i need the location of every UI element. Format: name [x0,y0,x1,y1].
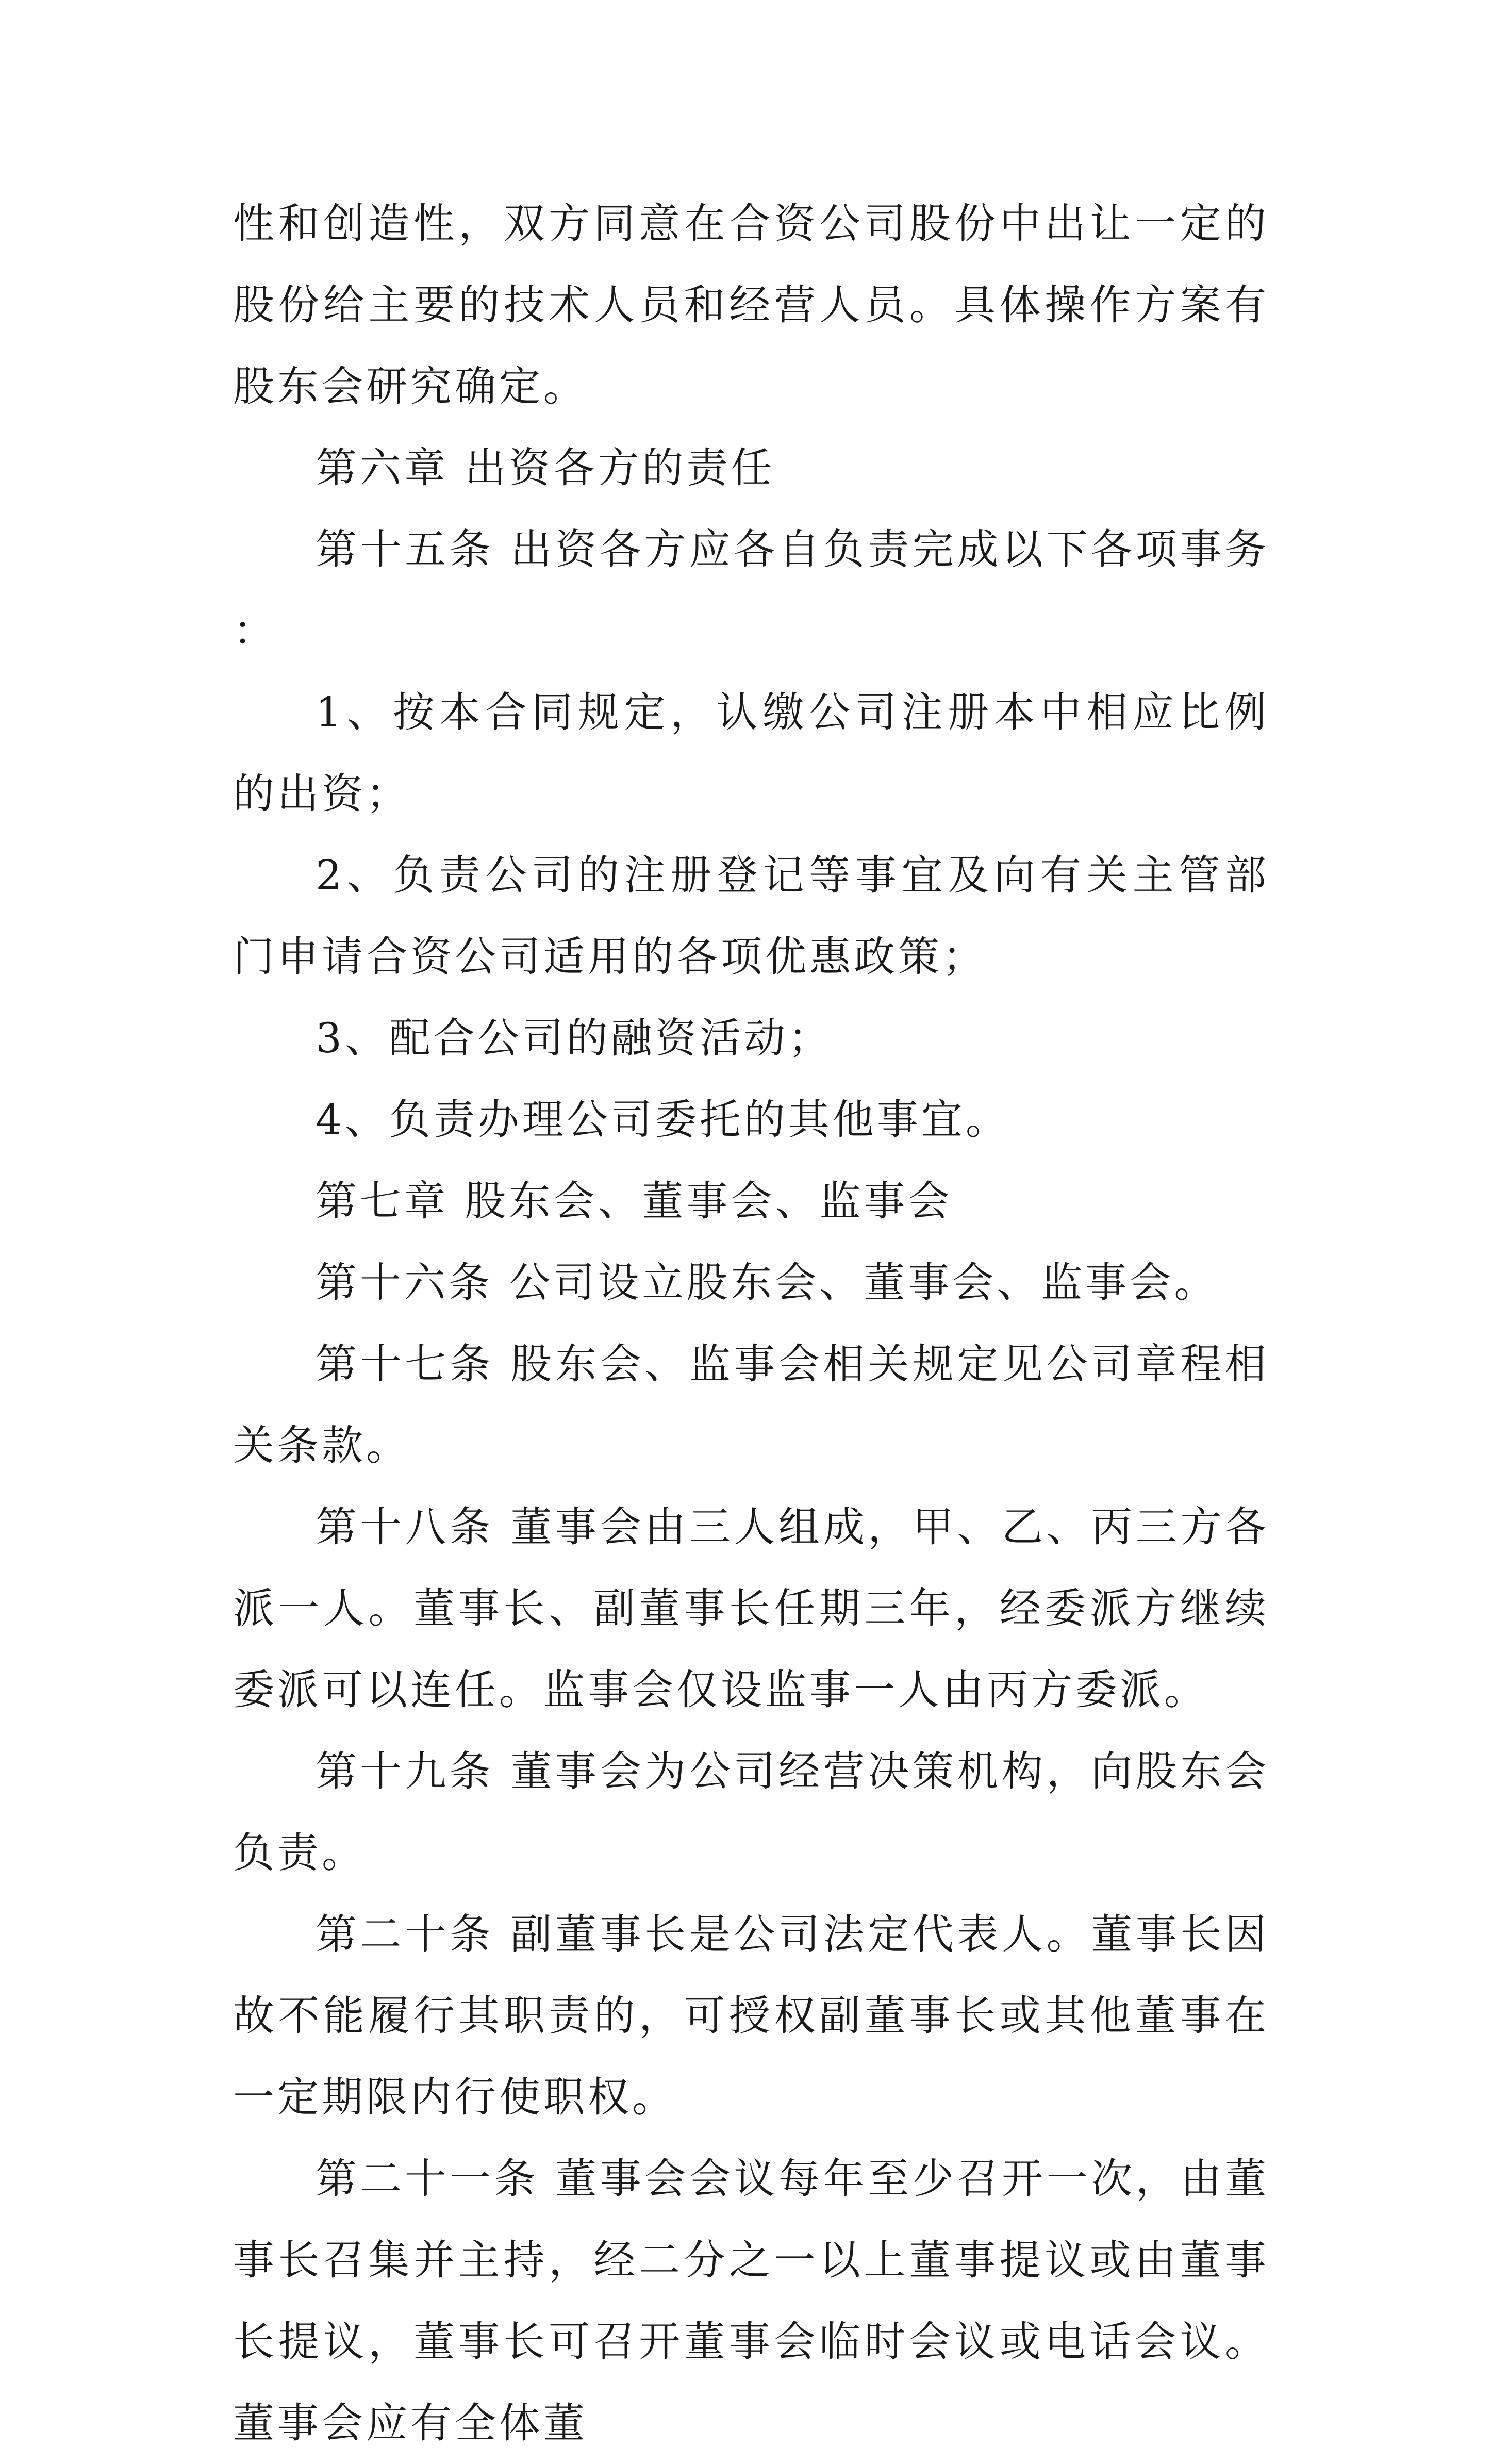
list-item-1: 1、按本合同规定，认缴公司注册本中相应比例的出资； [233,688,1269,818]
chapter-heading-7: 第七章 股东会、董事会、监事会 [316,1177,953,1225]
article-16: 第十六条 公司设立股东会、董事会、监事会。 [316,1259,1219,1307]
article-21: 第二十一条 董事会会议每年至少召开一次，由董事长召集并主持，经二分之一以上董事提议或由董事长提议，董事长可召开董事会临时会议或电话会议。董事会应有全体董 [233,2155,1269,2447]
document-body [233,183,1269,2464]
article-18: 第十八条 董事会由三人组成，甲、乙、丙三方各派一人。董事长、副董事长任期三年，经委派方继续委派可以连任。监事会仅设监事一人由丙方委派。 [233,1503,1269,1714]
article-17: 第十七条 股东会、监事会相关规定见公司章程相关条款。 [233,1340,1269,1469]
list-item-2: 2、负责公司的注册登记等事宜及向有关主管部门申请合资公司适用的各项优惠政策； [233,851,1269,981]
list-item-3: 3、配合公司的融资活动； [316,1014,833,1062]
paragraph-continuation: 性和创造性，双方同意在合资公司股份中出让一定的股份给主要的技术人员和经营人员。具体操作方案有股东会研究确定。 [233,200,1269,410]
article-15: 第十五条 出资各方应各自负责完成以下各项事务： [233,525,1269,655]
article-20: 第二十条 副董事长是公司法定代表人。董事长因故不能履行其职责的，可授权副董事长或其他董事在一定期限内行使职权。 [233,1910,1269,2121]
article-19: 第十九条 董事会为公司经营决策机构，向股东会负责。 [233,1747,1269,1877]
chapter-heading-6: 第六章 出资各方的责任 [316,444,775,492]
list-item-4: 4、负责办理公司委托的其他事宜。 [316,1096,1010,1144]
